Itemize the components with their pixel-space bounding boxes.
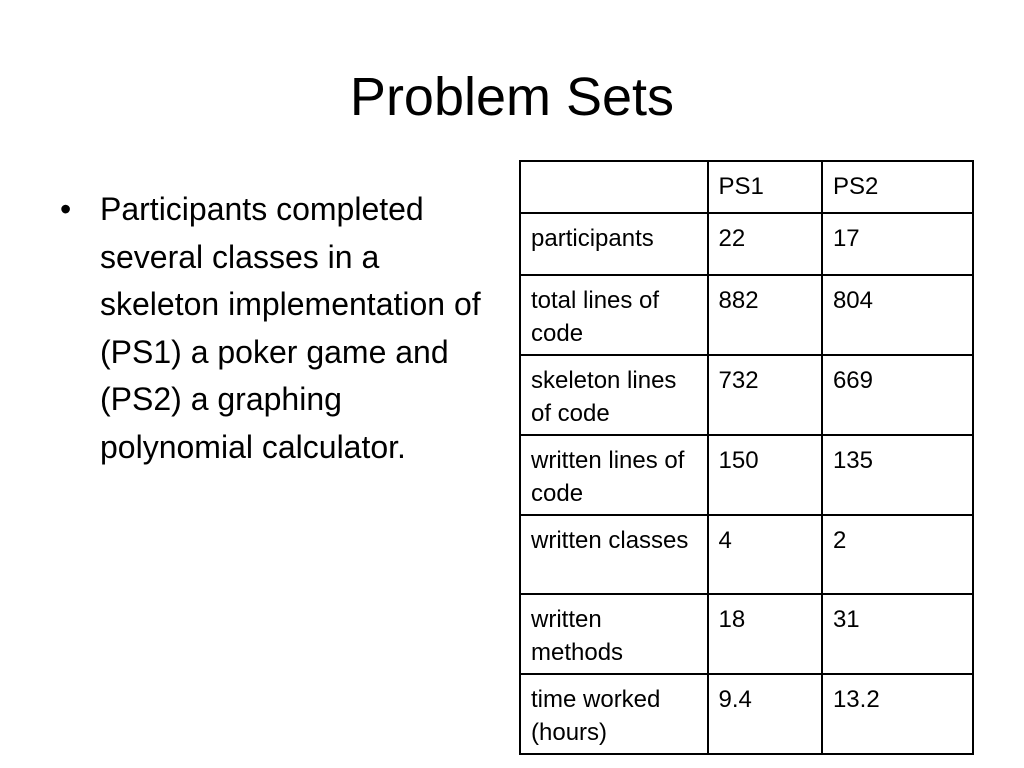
table-row	[520, 674, 973, 754]
ps1-value: 9.4	[708, 674, 822, 754]
header-cell-ps1: PS1	[708, 161, 822, 213]
row-label: written classes	[520, 515, 708, 594]
bullet-text: Participants completed several classes in a skeleton implementation of (PS1) a poker game and (PS2) a graphing polynomial calculator.	[100, 191, 481, 465]
row-label: skeleton lines of code	[520, 355, 708, 435]
header-cell-empty	[520, 161, 708, 213]
table-header-row	[520, 161, 973, 213]
row-label: time worked (hours)	[520, 674, 708, 754]
table-row	[520, 275, 973, 355]
table-row	[520, 515, 973, 594]
row-label: participants	[520, 213, 708, 275]
ps2-value: 2	[822, 515, 973, 594]
ps2-value: 13.2	[822, 674, 973, 754]
row-label: written methods	[520, 594, 708, 674]
header-cell-ps2: PS2	[822, 161, 973, 213]
row-label: total lines of code	[520, 275, 708, 355]
ps1-value: 732	[708, 355, 822, 435]
problem-sets-table	[519, 160, 974, 755]
bullet-list	[56, 186, 496, 471]
ps1-value: 22	[708, 213, 822, 275]
table-row	[520, 213, 973, 275]
table-row	[520, 435, 973, 515]
ps2-value: 135	[822, 435, 973, 515]
ps2-value: 669	[822, 355, 973, 435]
ps1-value: 150	[708, 435, 822, 515]
bullet-icon: •	[60, 191, 72, 227]
ps2-value: 804	[822, 275, 973, 355]
table-row	[520, 355, 973, 435]
ps1-value: 4	[708, 515, 822, 594]
slide-title: Problem Sets	[349, 67, 675, 127]
table-row	[520, 594, 973, 674]
ps1-value: 882	[708, 275, 822, 355]
row-label: written lines of code	[520, 435, 708, 515]
ps2-value: 17	[822, 213, 973, 275]
ps2-value: 31	[822, 594, 973, 674]
ps1-value: 18	[708, 594, 822, 674]
bullet-item	[56, 186, 496, 471]
